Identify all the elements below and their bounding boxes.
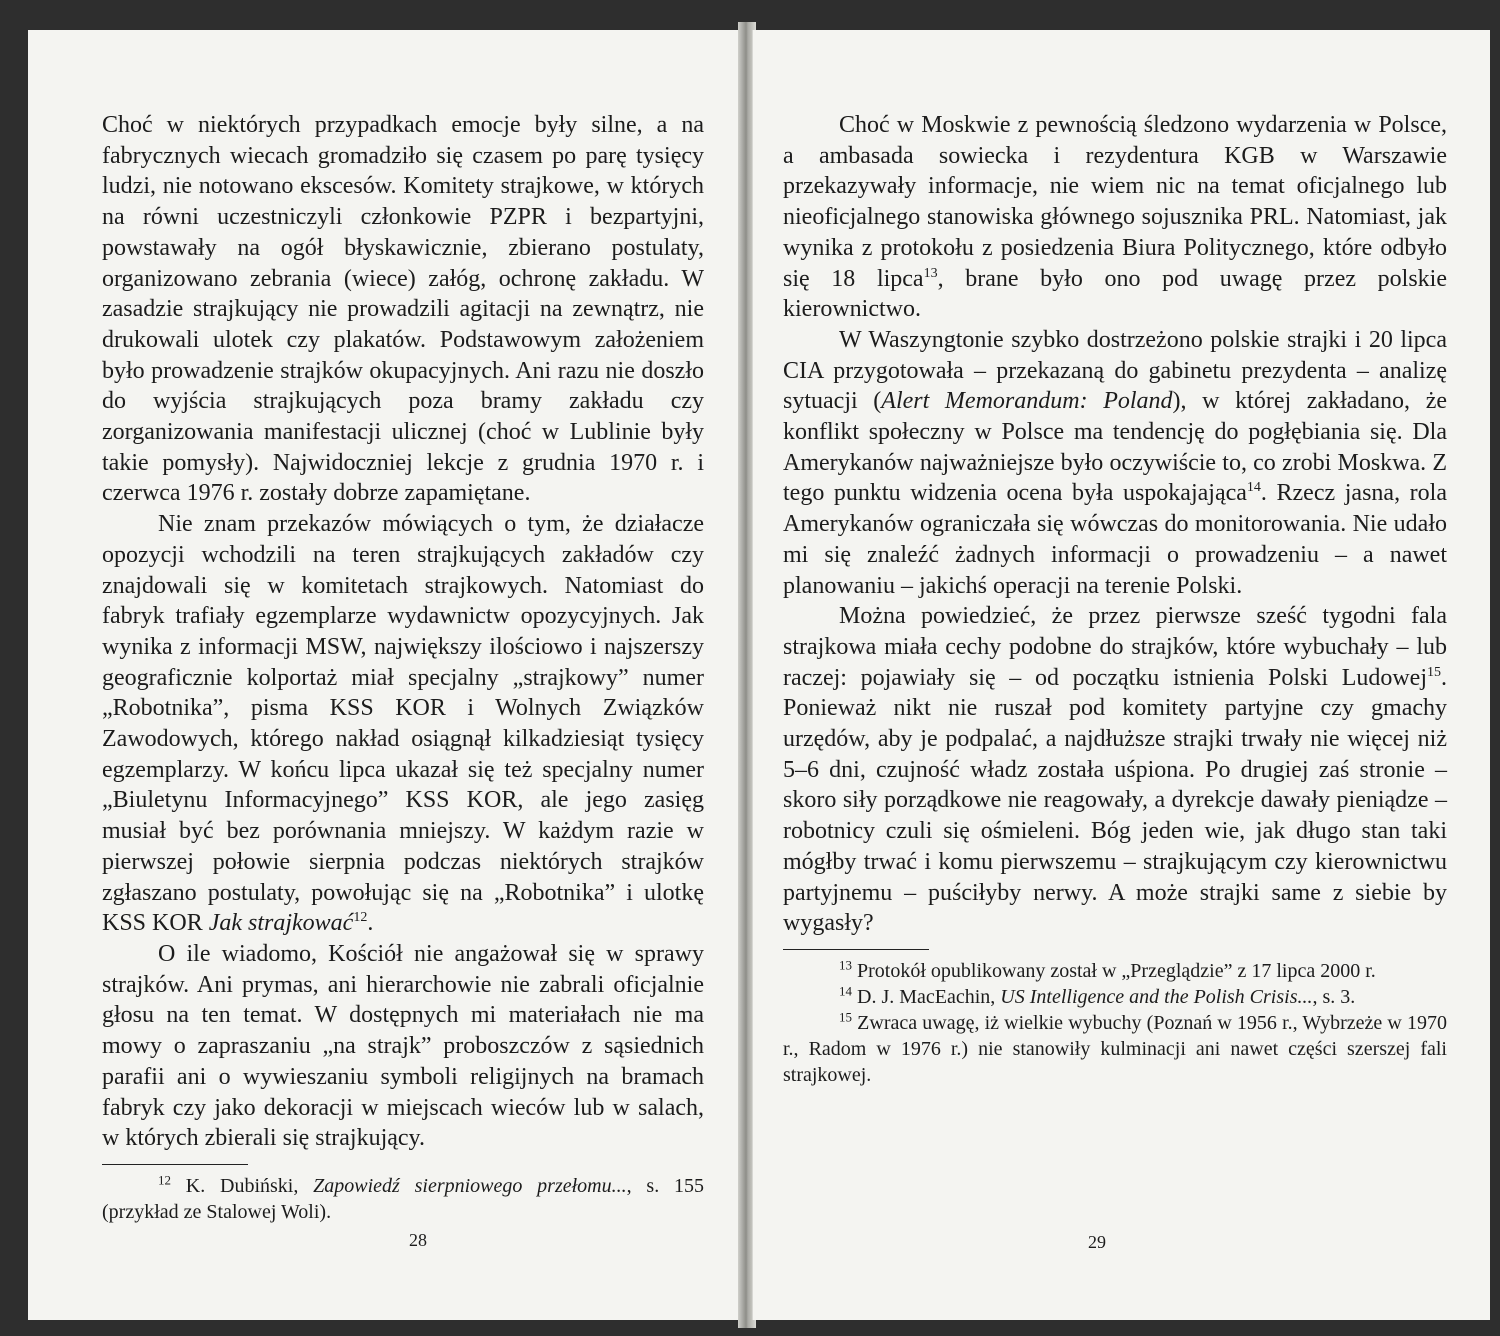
footnote-rule: [783, 949, 929, 950]
right-page: [752, 30, 1490, 1320]
italic-title: Alert Memorandum: Poland: [881, 388, 1173, 415]
paragraph: Można powiedzieć, że przez pierwsze sześć tygodni fala strajkowa miała cechy podobne do strajków, które wybuchały – lub raczej: pojawiały się – od początku istnienia Polski Ludowej$^{15}$. Ponieważ nikt nie ruszał pod komitety partyjne czy gmachy urzędów, aby je podpalać, a najdłuższe strajki trwały nie więcej niż 5–6 dni, czujność władz została uśpiona. Po drugiej zaś stronie – skoro siły porządkowe nie reagowały, a dyrekcje dawały pieniądze – robotnicy czuli się ośmieleni. Bóg jeden wie, jak długo stan taki mógłby trwać i komu pierwszemu – strajkującym czy kierownictwu partyjnemu – puściłyby nerwy. A może strajki same z siebie by wygasły?: [783, 603, 1447, 937]
footnote-ref: 13: [923, 265, 938, 281]
footnote-ref: 15: [1427, 664, 1441, 680]
paragraph: Choć w Moskwie z pewnością śledzono wydarzenia w Polsce, a ambasada sowiecka i rezydentura KGB w Warszawie przekazywały informacje, nie wiem nic na temat oficjalnego lub nieoficjalnego stanowiska głównego sojusznika PRL. Natomiast, jak wynika z protokołu z posiedzenia Biura Politycznego, które odbyło się 18 lipca$^{13}$, brane było ono pod uwagę przez polskie kierownictwo.: [783, 112, 1447, 323]
left-page-body: [102, 110, 704, 1225]
paragraph: O ile wiadomo, Kościół nie angażował się w sprawy strajków. Ani prymas, ani hierarchowie nie zabrali oficjalnie głosu na ten temat. W dostępnych mi materiałach nie ma mowy o zapraszaniu „na strajk” proboszczów z sąsiednich parafii ani o wywieszaniu symboli religijnych na bramach fabryk czy jako dekoracji w miejscach wieców lub w salach, w których zbierali się strajkujący.: [102, 940, 704, 1152]
footnote-ref: 14: [1246, 480, 1261, 496]
paragraph: W Waszyngtonie szybko dostrzeżono polskie strajki i 20 lipca CIA przygotowała – przekazaną do gabinetu prezydenta – analizę sytuacji (Alert Memorandum: Poland), w której zakładano, że konflikt społeczny w Polsce ma tendencję do pogłębiania się. Dla Amerykanów najważniejsze było oczywiście to, co zrobi Moskwa. Z tego punktu widzenia ocena była uspokajająca$^{14}$. Rzecz jasna, rola Amerykanów ograniczała się wówczas do monitorowania. Nie udało mi się znaleźć żadnych informacji o prowadzeniu – a nawet planowaniu – jakichś operacji na terenie Polski.: [783, 326, 1448, 599]
italic-title: Jak strajkować: [208, 910, 354, 937]
footnote-rule: [102, 1164, 248, 1165]
footnote: $^{15}$ Zwraca uwagę, iż wielkie wybuchy (Poznań w 1956 r., Wybrzeże w 1970 r., Radom w 1976 r.) nie stanowiły kulminacji ani nawet części szerszej fali strajkowej.: [783, 1009, 1448, 1086]
right-page-body: [783, 110, 1447, 1088]
footnote: $^{13}$ Protokół opublikowany został w „Przeglądzie” z 17 lipca 2000 r.: [839, 957, 1376, 982]
footnote: $^{14}$ D. J. MacEachin, US Intelligence and the Polish Crisis..., s. 3.: [839, 983, 1356, 1008]
page-number: 28: [409, 1230, 427, 1250]
left-page: [28, 30, 742, 1320]
paragraph: Nie znam przekazów mówiących o tym, że działacze opozycji wchodzili na teren strajkujących zakładów czy znajdowali się w komitetach strajkowych. Natomiast do fabryk trafiały egzemplarze wydawnictw opozycyjnych. Jak wynika z informacji MSW, największy ilościowo i najszerszy geograficznie kolportaż miał specjalny „strajkowy” numer „Robotnika”, pisma KSS KOR i Wolnych Związków Zawodowych, którego nakład osiągnął kilkadziesiąt tysięcy egzemplarzy. W końcu lipca ukazał się też specjalny numer „Biuletynu Informacyjnego” KSS KOR, ale jego zasięg musiał być bez porównania mniejszy. W każdym razie w pierwszej połowie sierpnia podczas niektórych strajków zgłaszano postulaty, powołując się na „Robotnika” i ulotkę KSS KOR Jak strajkować$^{12}$.: [102, 511, 704, 937]
footnote: $^{12}$ K. Dubiński, Zapowiedź sierpniowego przełomu..., s. 155 (przykład ze Stalowej Woli).: [102, 1172, 704, 1223]
paragraph: Choć w niektórych przypadkach emocje były silne, a na fabrycznych wiecach gromadziło się czasem po parę tysięcy ludzi, nie notowano ekscesów. Komitety strajkowe, w których na równi uczestniczyli członkowie PZPR i bezpartyjni, powstawały na ogół błyskawicznie, zbierano postulaty, organizowano zebrania (wiece) załóg, ochronę zakładu. W zasadzie strajkujący nie prowadzili agitacji na zewnątrz, nie drukowali ulotek czy plakatów. Podstawowym założeniem było prowadzenie strajków okupacyjnych. Ani razu nie doszło do wyjścia strajkujących poza bramy zakładu czy zorganizowania manifestacji ulicznej (choć w Lublinie były takie pomysły). Najwidoczniej lekcje z grudnia 1970 r. i czerwca 1976 r. zostały dobrze zapamiętane.: [102, 112, 704, 507]
footnote-ref: 12: [353, 910, 368, 926]
page-number: 29: [1088, 1232, 1106, 1252]
